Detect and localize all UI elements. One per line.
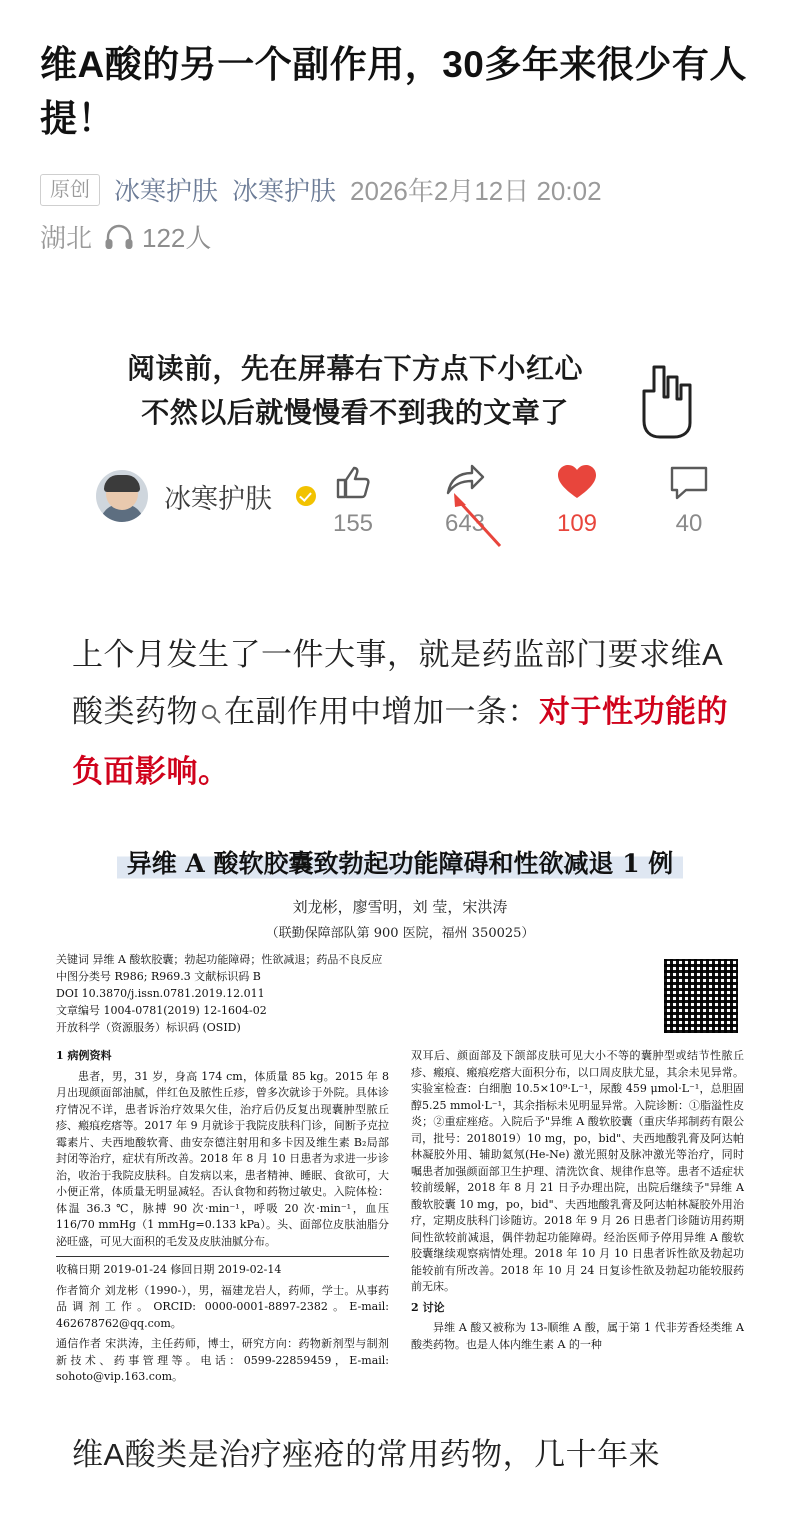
- page-title: 维A酸的另一个副作用，30多年来很少有人提！: [40, 44, 747, 139]
- body-text-part-2: 在副作用中增加一条：: [224, 694, 539, 730]
- article-meta: [0, 145, 800, 208]
- paper-received-date: 收稿日期 2019-01-24 修回日期 2019-02-14: [56, 1263, 282, 1277]
- body-text-part-1: 上个月发生了一件大事，就是药监部门要求维A酸类药物: [72, 637, 724, 730]
- paper-left-column: [56, 1048, 389, 1390]
- headphone-icon: [104, 224, 134, 250]
- promo-block: [0, 347, 800, 538]
- comment-count: 40: [675, 510, 703, 538]
- heart-icon: [546, 460, 608, 504]
- paper-keywords: 关键词 异维 A 酸软胶囊；勃起功能障碍；性欲减退；药品不良反应: [56, 953, 383, 967]
- paper-section-2-heading: 2 讨论: [411, 1300, 445, 1314]
- pointing-hand-icon: [634, 361, 700, 439]
- publish-date: 2026年2月12日 20:02: [350, 176, 602, 207]
- verified-badge-icon: [296, 486, 316, 506]
- comment-button[interactable]: [658, 460, 720, 538]
- comment-icon: [658, 460, 720, 504]
- thumbs-up-count: 155: [332, 510, 374, 538]
- article-meta-secondary: [0, 208, 800, 255]
- paper-columns: [56, 1048, 744, 1390]
- paper-case-continued: 双耳后、颜面部及下颌部皮肤可见大小不等的囊肿型或结节性脓丘疹、瘢痕、瘢痕疙瘩大面积分布，以口周皮肤尤显，其余未见异常。实验室检查：白细胞 10.5×10⁹·L⁻¹，尿酸 459 μmol·L⁻¹，总胆固醇5.25 mmol·L⁻¹，其余指标未见明显异常。入院诊断：①脂溢性皮炎；②重症痤疮。入院后予"异维 A 酸软胶囊（重庆华邦制药有限公司，批号：2018019）10 mg，po，bid"、夫西地酸乳膏及阿达帕林凝胶外用、辅助氦氖(He-Ne) 激光照射及脉冲激光等治疗，同时嘱患者加强颜面部卫生护理、清洗饮食、规律作息等。患者不适症状较前缓解，2018 年 8 月 21 日予办理出院，出院后继续予"异维 A 酸软胶囊 10 mg，po，bid"、夫西地酸乳膏及阿达帕林凝胶外用治疗，定期皮肤科门诊随访。2018 年 9 月 26 日患者门诊随访用药期间性欲较前减退，偶伴勃起功能障碍。经治医师予停用异维 A 酸软胶囊继续观察病情处理。2018 年 10 月 10 日患者诉性欲及勃起功能较前有所改善。2018 年 10 月 24 日复诊性欲及勃起功能较服药前无床。: [411, 1049, 745, 1294]
- account-link[interactable]: 冰寒护肤: [232, 176, 337, 207]
- paper-doi: DOI 10.3870/j.issn.0781.2019.12.011: [56, 987, 265, 1001]
- paper-section-1-heading: 1 病例资料: [56, 1049, 112, 1063]
- paper-authors: 刘龙彬，廖雪明，刘 莹，宋洪涛: [292, 898, 508, 917]
- paper-affiliation: （联勤保障部队第 900 医院，福州 350025）: [265, 926, 535, 942]
- paper-osid: 开放科学（资源服务）标识码 (OSID): [56, 1021, 241, 1035]
- listen-count: 122人: [142, 223, 212, 254]
- thumbs-up-button[interactable]: [322, 460, 384, 538]
- thumbs-up-icon: [322, 460, 384, 504]
- body-paragraph: [0, 538, 800, 800]
- paper-case-body: 患者，男，31 岁，身高 174 cm，体质量 85 kg。2015 年 8 月出现颜面部油腻，伴红色及脓性丘疹，曾多次就诊于外院。具体诊疗情况不详，患者诉治疗效果欠佳，治疗后仍反复出现囊肿型脓丘疹、瘢痕疙瘩等。2017 年 9 月就诊于我院皮肤科门诊，间断予克拉霉素片、夫西地酸软膏、曲安奈德注射用和多卡因及维生素 B₂局部封闭等治疗，症状有所改善。2018 年 8 月 10 日患者为求进一步诊治，收治于我院皮肤科。自发病以来，患者精神、睡眠、食欲可，大小便正常，体质量无明显减轻。否认食物和药物过敏史。入院体检：体温 36.3 ℃，脉搏 90 次·min⁻¹，呼吸 20 次·min⁻¹，血压 116/70 mmHg（1 mmHg=0.133 kPa）。头、面部位皮肤油脂分泌旺盛，可见大面积的毛发及皮肤油腻分布。: [56, 1069, 389, 1248]
- red-arrow-annotation: [440, 484, 510, 550]
- paper-corresponding-author: 通信作者 宋洪涛，主任药师，博士，研究方向：药物新剂型与制剂新技术、药事管理等。电话：0599-22859459，E-mail: sohoto@vip.163.com。: [56, 1337, 389, 1384]
- promo-action-bar: [40, 460, 760, 538]
- share-count: 643: [444, 510, 486, 538]
- action-buttons: [322, 460, 720, 538]
- journal-paper-image: [36, 834, 764, 1400]
- paper-discussion-body: 异维 A 酸又被称为 13-顺维 A 酸，属于第 1 代非芳香烃类维 A 酸类药物。也是人体内维生素 A 的一种: [411, 1321, 744, 1351]
- promo-author[interactable]: [96, 460, 316, 522]
- promo-line-1: 阅读前，先在屏幕右下方点下小红心: [126, 353, 583, 385]
- avatar: [96, 470, 148, 522]
- paper-right-column: [411, 1048, 744, 1390]
- listen-button[interactable]: [104, 218, 211, 255]
- paper-clc-number: 中图分类号 R986; R969.3 文献标识码 B: [56, 970, 261, 984]
- search-icon[interactable]: [200, 686, 222, 743]
- like-count: 109: [556, 510, 598, 538]
- promo-author-name: 冰寒护肤: [164, 483, 272, 514]
- author-link[interactable]: 冰寒护肤: [114, 176, 219, 207]
- original-badge: 原创: [40, 174, 100, 206]
- paper-title: 异维 A 酸软胶囊致勃起功能障碍和性欲减退 1 例: [117, 840, 684, 884]
- promo-line-2: 不然以后就慢慢看不到我的文章了: [141, 396, 569, 428]
- location-label: 湖北: [40, 223, 93, 254]
- tail-paragraph: 维A酸类是治疗痤疮的常用药物，几十年来: [72, 1436, 661, 1472]
- paper-metadata: [56, 951, 744, 1036]
- paper-article-number: 文章编号 1004-0781(2019) 12-1604-02: [56, 1004, 267, 1018]
- paper-author-bio: 作者简介 刘龙彬（1990-），男，福建龙岩人，药师，学士。从事药品调剂工作。ORCID: 0000-0001-8897-2382。E-mail: 462678762@qq.com。: [56, 1283, 389, 1330]
- qr-code-icon: [662, 957, 740, 1035]
- body-text-emphasis: 对于性功能的负面影响。: [72, 694, 728, 789]
- like-heart-button[interactable]: [546, 460, 608, 538]
